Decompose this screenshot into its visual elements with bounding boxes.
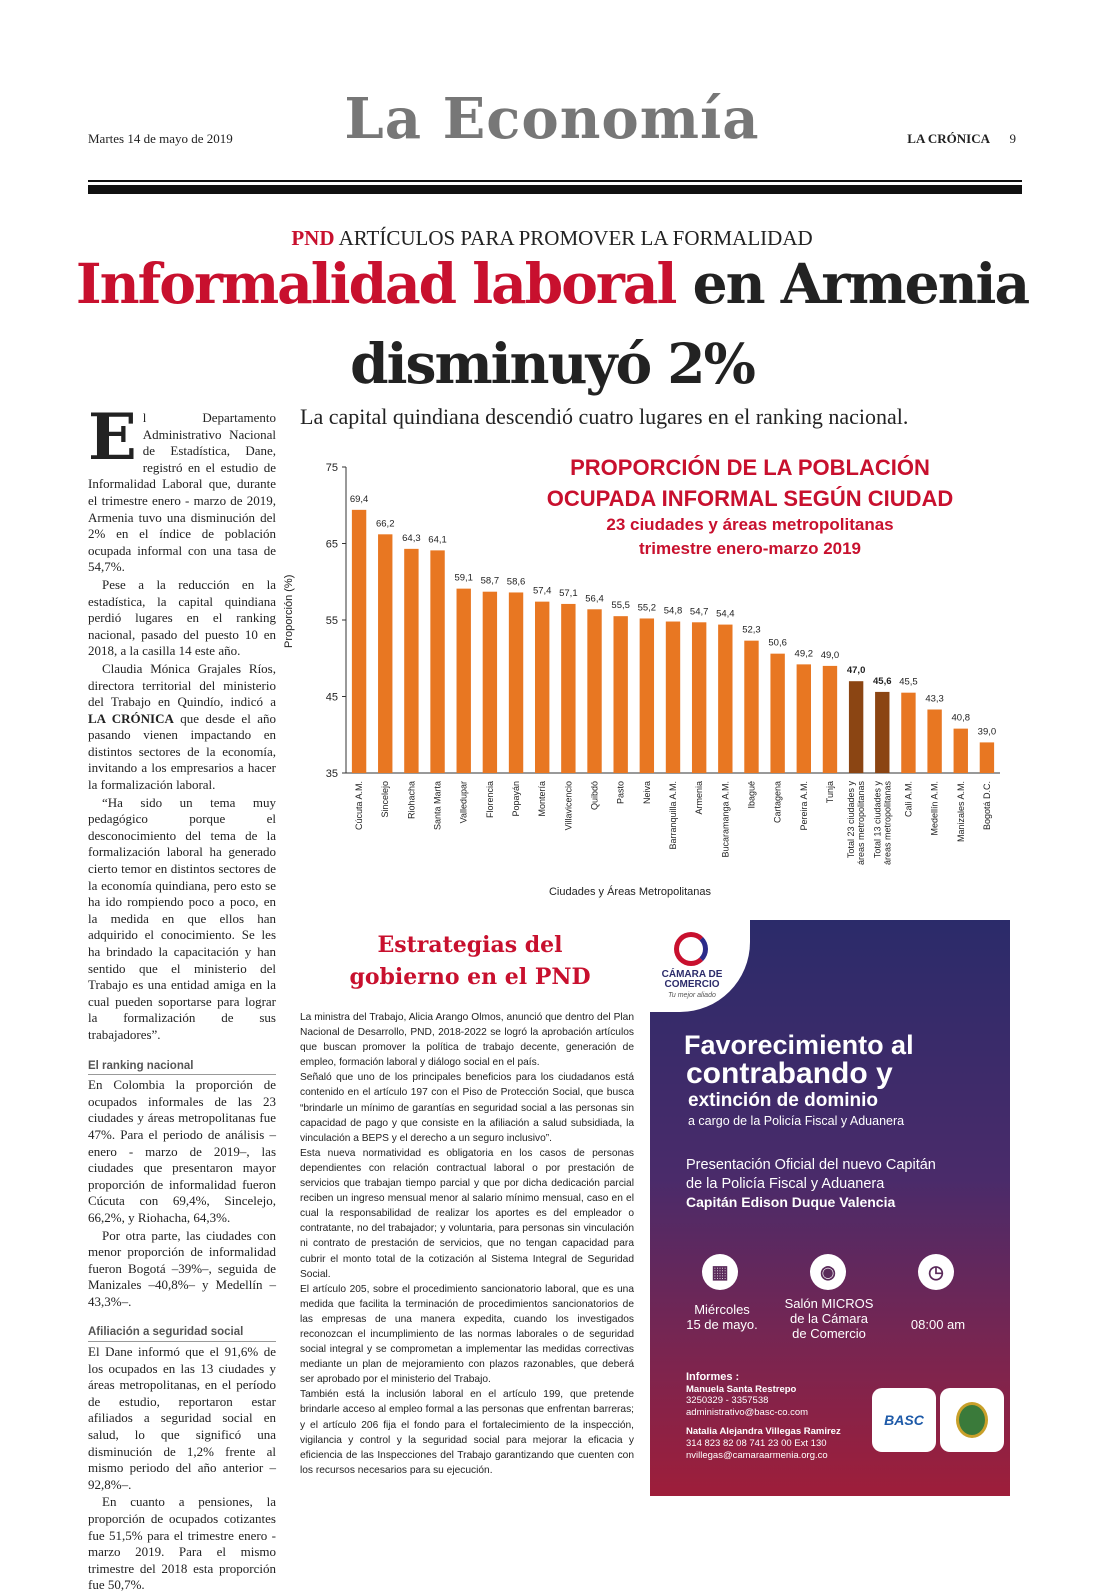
header-rule-thin [88,180,1022,182]
x-tick-label: Neiva [641,781,652,805]
x-tick-label: Santa Marta [432,781,443,831]
y-tick-label: 75 [325,462,338,474]
paragraph: La ministra del Trabajo, Alicia Arango Olmos, anunció que dentro del Plan Nacional de Desarrollo, PND, 2018-2022 se logró la aprobación artículos que buscan promover la política de trabajo decente, generación de empleo, formación laboral y diálogo social en el país. [300,1012,634,1069]
data-label: 49,0 [820,649,840,661]
paragraph: Claudia Mónica Grajales Ríos, directora territorial del ministerio del Trabajo en Quindío, indicó a LA CRÓNICA que desde el año pasando vienen impactando en distintos sectores de la economía, invitando a los empresarios a hacer la formalización laboral. [88,660,276,793]
data-label: 57,1 [559,587,578,599]
advertisement [650,920,1010,1496]
section-title: La Economía [344,86,760,152]
x-tick-label: Bucaramanga A.M. [720,781,731,858]
x-tick-label: Montería [537,781,548,817]
bar [744,641,758,773]
ad-captain-name: Capitán Edison Duque Valencia [686,1194,896,1210]
data-label: 54,4 [716,608,735,620]
section-heading: Afiliación a seguridad social [88,1324,276,1342]
chart-subtitle: 23 ciudades y áreas metropolitanas trimestre enero-marzo 2019 [606,515,894,558]
x-tick-label: Valledupar [458,781,469,824]
ad-logo-area [650,920,750,1012]
bar [535,602,549,773]
bar [927,710,941,773]
paragraph: El Departamento Administrativo Nacional de Estadística, Dane, registró en el estudio de Informalidad Laboral que, durante el trimestre enero - marzo de 2019, Armenia tuvo una disminución del 2% en el índice de población ocupada informal con una tasa de 54,7%. [88,400,276,575]
bar [875,692,889,773]
article-body-strategies [300,1010,634,1478]
y-tick-label: 35 [325,768,338,780]
bar [980,742,994,773]
ad-event-place: Salón MICROS de la Cámara de Comercio [784,1296,874,1341]
ad-headline-3: extinción de dominio [688,1090,879,1111]
bar [352,510,366,773]
seal-icon [956,1402,988,1438]
data-label: 52,3 [742,624,761,636]
data-label: 69,4 [349,493,369,505]
paragraph: “Ha sido un tema muy pedagógico porque el desconocimiento del tema de la formalización laboral ha generado cierto temor en distintos sectores de la economía quindiana, pero esto se ha ido rompiendo poco a poco, en la medida en que ellos han adquirido el conocimiento. Se les ha brindado la capacitación y han sentido que el ministerio del Trabajo es una entidad amiga en la cual pueden soportarse para lograr la formalización de sus trabajadores”. [88,794,276,1042]
x-tick-label: Quibdó [589,781,600,811]
x-tick-label: Armenia [694,781,705,815]
ad-event-date: Miércoles 15 de mayo. [686,1302,758,1332]
drop-cap: E [88,400,137,475]
police-seal-logo [940,1388,1004,1452]
bar [718,625,732,773]
data-label: 45,5 [899,676,918,688]
ad-logo-tagline: Tu mejor aliado [668,992,716,999]
bar [430,550,444,773]
ad-headline-2: contrabando y [686,1057,893,1090]
bar [561,604,575,773]
kicker [0,226,1104,251]
data-label: 49,2 [794,648,814,660]
paragraph: Esta nueva normatividad es obligatoria en los casos de personas dependientes con relación contractual laboral o por prestación de servicios que trabajan tiempo parcial y que por dicha dedicación parcial reciben un ingreso mensual menor al salario mínimo mensual, caso en el cual la responsabilidad de realizar los aportes es del empleador o contratante, no del trabajador; y voluntaria, para personas sin vinculación ni contrato de prestación de servicios, que no tengan capacidad para cubrir el monto total de la cotización al Sistema Integral de Seguridad Social. [300,1147,634,1280]
data-label: 58,7 [480,575,500,587]
bar-chart [300,455,1010,910]
bar [587,609,601,773]
data-label: 59,1 [454,572,473,584]
paragraph: En cuanto a pensiones, la proporción de ocupados cotizantes fue 51,5% para el trimestre enero -marzo 2019. Para el mismo trimestre del 2018 esta proporción fue 50,7%. [88,1494,276,1593]
x-tick-label: Cali A.M. [903,781,914,818]
data-label: 40,8 [951,712,971,724]
data-label: 39,0 [977,726,997,738]
chart-x-axis-label: Ciudades y Áreas Metropolitanas [548,886,712,898]
newspaper-name: LA CRÓNICA [907,131,990,146]
ad-headline-1: Favorecimiento al [684,1030,914,1060]
subheadline: La capital quindiana descendió cuatro lugares en el ranking nacional. [300,404,909,429]
x-tick-label: Florencia [484,781,495,819]
headline-line2: disminuyó 2% [350,331,754,396]
x-tick-label: Manizales A.M. [955,781,966,843]
paragraph: El Dane informó que el 91,6% de los ocupados en las 13 ciudades y áreas metropolitanas, en el período de estudio, reportaron estar afiliados a seguridad social en salud, lo que significó una disminución de 1,2% frente al mismo periodo del año anterior –92,8%–. [88,1344,276,1492]
x-tick-label: Total 23 ciudades yáreas metropolitanas [846,781,867,866]
clock-icon: ◷ [918,1254,954,1290]
bar [483,592,497,773]
x-tick-label: Cartagena [772,781,783,824]
bar [613,616,627,773]
data-label: 57,4 [532,585,552,597]
x-tick-label: Sincelejo [380,781,391,818]
data-label: 50,6 [768,637,787,649]
y-tick-label: 45 [325,691,338,704]
sidebar-heading: Estrategias del gobierno en el PND [349,932,591,990]
paragraph: El artículo 205, sobre el procedimiento sancionatorio laboral, que es una medida que facilita la terminación de procedimientos sancionatorios de las empresas de una manera expedita, cuando los investigados reconozcan el incumplimiento de las normas laborales o de seguridad social integral y se comprometan a implementar las medidas correctivas mediante un plan de mejoramiento con plazos razonables, que deberá ser aprobado por el ministerio del Trabajo. [300,1283,634,1386]
data-label: 58,6 [506,576,526,588]
ad-logo-name: CÁMARA DE COMERCIO [661,969,723,990]
data-label: 45,6 [873,675,892,687]
paragraph: También está la inclusión laboral en el artículo 199, que pretende brindarle acceso al empleo formal a las personas que enfrentan barreras; y el artículo 206 fija el fondo para el fortalecimiento de la inspección, vigilancia y control y la seguridad social para mejorar la eficacia y eficiencia de las Inspecciones del Trabajo garantizando que cuenten con los recursos necesarios para su ejecución. [300,1389,634,1476]
bar [509,592,523,773]
data-label: 54,8 [663,605,683,617]
bar [457,589,471,773]
x-tick-label: Barranquilla A.M. [668,781,678,850]
bar [666,622,680,773]
y-tick-label: 65 [325,538,338,551]
chart-y-axis-label: Proporción (%) [283,574,295,648]
x-tick-label: Villavicencio [563,781,574,831]
bar [640,618,654,773]
y-tick-label: 55 [325,615,338,627]
section-heading: El ranking nacional [88,1058,276,1076]
x-tick-label: Cúcuta A.M. [354,781,365,831]
data-label: 55,5 [611,600,630,612]
headline-line1 [60,252,1044,316]
x-tick-label: Pereira A.M. [798,781,809,831]
x-tick-label: Riohacha [406,781,417,820]
x-tick-label: Bogotá D.C. [981,781,992,831]
paragraph: En Colombia la proporción de ocupados informales de las 23 ciudades y áreas metropolitanas fue 47%. Para el periodo de análisis –enero - marzo de 2019–, las ciudades que presentaron mayor proporción de informalidad fueron Cúcuta con 69,4%, Sincelejo, 66,2%, y Riohacha, 64,3%. [88,1077,276,1225]
paragraph: Por otra parte, las ciudades con menor proporción de informalidad fueron Bogotá –39%–, seguida de Manizales –40,8%– y Medellín –43,3%–. [88,1227,276,1309]
chart-title: PROPORCIÓN DE LA POBLACIÓN OCUPADA INFORMAL SEGÚN CIUDAD [546,455,954,511]
bar [954,729,968,773]
bar [823,666,837,773]
bar [404,549,418,773]
kicker-tag: PND [291,226,335,250]
data-label: 56,4 [585,593,604,605]
x-tick-label: Medellín A.M. [929,781,940,836]
data-label: 43,3 [925,693,944,705]
article-body-left [88,400,276,1595]
paragraph: Pese a la reducción en la estadística, la capital quindiana perdió lugares en el ranking nacional, pasado del puesto 10 en 2018, a la casilla 14 este año. [88,576,276,659]
headline-rest: en Armenia [675,251,1029,316]
calendar-icon: ▦ [702,1254,738,1290]
data-label: 55,2 [637,602,657,614]
kicker-text: ARTÍCULOS PARA PROMOVER LA FORMALIDAD [334,226,813,250]
data-label: 66,2 [375,518,395,530]
ad-headline-4: a cargo de la Policía Fiscal y Aduanera [688,1114,905,1128]
headline-highlight: Informalidad laboral [75,251,676,316]
issue-date: Martes 14 de mayo de 2019 [88,131,233,146]
bar [692,622,706,773]
location-pin-icon: ◉ [810,1254,846,1290]
page-number: 9 [1009,131,1016,146]
bar [378,534,392,773]
x-tick-label: Pasto [615,781,626,805]
data-label: 64,3 [402,532,421,544]
data-label: 47,0 [846,665,866,677]
data-label: 54,7 [689,606,709,618]
bar [849,681,863,773]
x-tick-label: Tunja [824,781,835,804]
bar [797,664,811,773]
ad-event-time: 08:00 am [910,1317,966,1332]
ad-presentation: Presentación Oficial del nuevo Capitán de la Policía Fiscal y Aduanera [686,1157,936,1192]
bar [901,693,915,773]
chamber-logo-icon [674,932,708,966]
x-tick-label: Ibagué [746,781,757,809]
x-tick-label: Popayán [511,781,522,817]
x-tick-label: Total 13 ciudades yáreas metropolitanas [872,781,893,866]
paragraph: Señaló que uno de los principales beneficios para los ciudadanos está contenido en el artículo 197 con el Piso de Protección Social, que busca “brindarle un mínimo de garantías en seguridad social a las personas sin capacidad de pago y que consiste en la afiliación a salud subsidiada, la vinculación a BEPS y el derecho a un seguro inclusivo”. [300,1072,634,1144]
basc-logo: BASC [872,1388,936,1452]
bar [770,654,784,773]
data-label: 64,1 [428,534,447,546]
header-rule-thick [88,185,1022,194]
ad-contact-info: Informes : Manuela Santa Restrepo 3250329 - 3357538 administrativo@basc-co.com Natalia Alejandra Villegas Ramirez 314 823 82 08 741 23 00 Ext 130 nvillegas@camaraarmenia.org.co [686,1371,841,1461]
